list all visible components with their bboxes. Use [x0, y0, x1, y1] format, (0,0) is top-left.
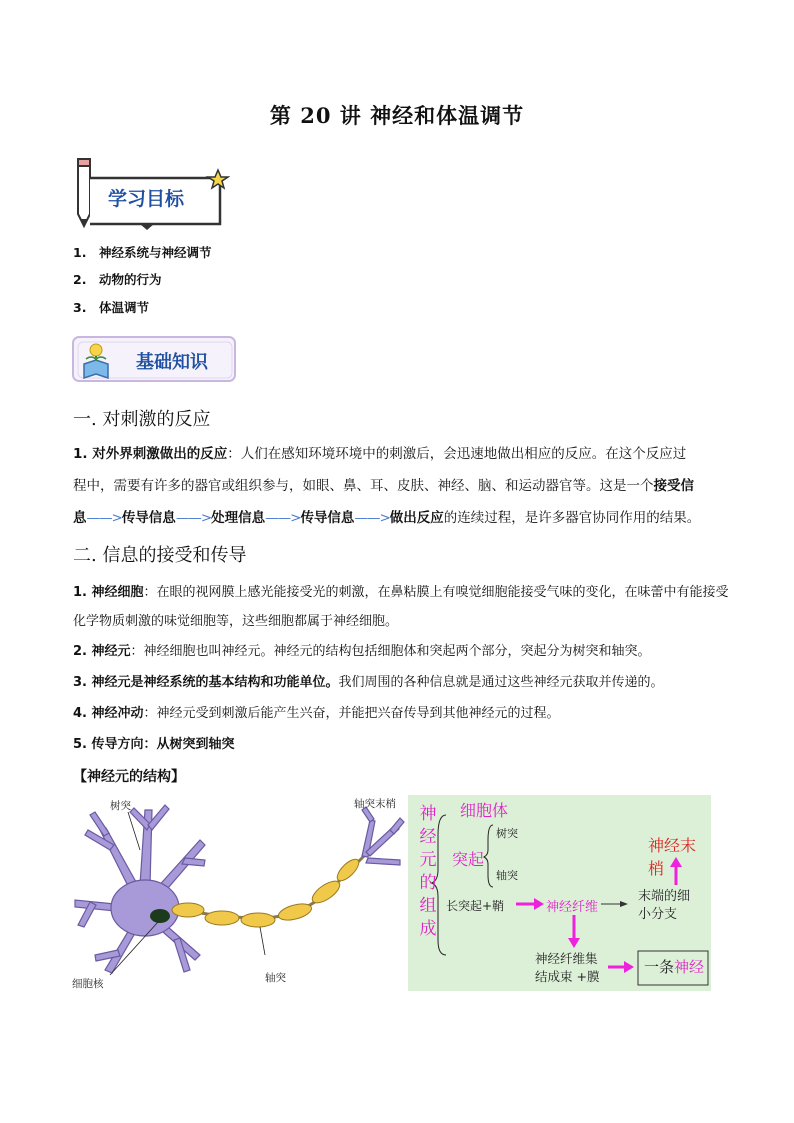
branch-node: 末端的细 小分支: [638, 889, 691, 922]
nerve-ending-node: 神经末梢: [648, 836, 697, 878]
nerve-node: 一条神经: [644, 958, 705, 976]
list-item: 4. 神经冲动：神经元受到刺激后能产生兴奋，并能把兴奋传导到其他神经元的过程。: [73, 706, 560, 721]
objectives-badge: [70, 156, 230, 218]
axon-node: 轴突: [496, 869, 518, 882]
list-item: 3. 神经元是神经系统的基本结构和功能单位。我们周围的各种信息就是通过这些神经元获取并传递的。: [73, 675, 664, 690]
objectives-badge-label: 学习目标: [108, 188, 185, 210]
structure-title: 【神经元的结构】: [73, 769, 185, 785]
objective-item: 2. 动物的行为: [73, 272, 162, 287]
axon-label: 轴突: [265, 972, 286, 984]
bundle-node: 神经纤维集 结成束 +膜: [535, 951, 600, 984]
list-item: 2. 神经元：神经细胞也叫神经元。神经元的结构包括细胞体和突起两个部分，突起分为树突和轴突。: [73, 644, 651, 659]
basics-badge: [70, 334, 242, 386]
list-item: 5. 传导方向：从树突到轴突: [73, 737, 235, 752]
nerve-fiber-node: 神经纤维: [546, 900, 599, 915]
diagram-vertical-title: 神 经 元 的 组 成: [419, 804, 437, 939]
process-label: 突起: [452, 850, 485, 869]
cell-body-label: 细胞体: [460, 801, 509, 820]
axon-terminal-label: 轴突末梢: [354, 798, 396, 810]
neuron-illustration: [70, 790, 410, 990]
long-process-node: 长突起+鞘: [446, 899, 505, 913]
neuron-composition-diagram: [408, 795, 711, 991]
section-heading: 二. 信息的接受和传导: [73, 545, 247, 566]
section1-paragraph: 1. 对外界刺激做出的反应：人们在感知环境环境中的刺激后，会迅速地做出相应的反应。在这个反应过 程中，需要有许多的器官或组织参与，如眼、鼻、耳、皮肤、神经、脑、和运动器官等。这是一个接受信 息——>传导信息——>处理信息——>传导信息——>做出反应的连续过程，是许多器官协同作用的结果。: [73, 446, 701, 526]
dendrite-label: 树突: [110, 800, 131, 812]
dendrite-node: 树突: [496, 827, 518, 840]
section-heading: 一. 对刺激的反应: [73, 409, 211, 430]
nucleus-label: 细胞核: [72, 978, 104, 990]
basics-badge-label: 基础知识: [136, 352, 208, 373]
list-item: 1. 神经细胞：在眼的视网膜上感光能接受光的刺激，在鼻粘膜上有嗅觉细胞能接受气味的变化，在味蕾中有能接受 化学物质刺激的味觉细胞等，这些细胞都属于神经细胞。: [73, 585, 729, 629]
neuron-image: [70, 790, 410, 990]
objective-item: 1. 神经系统与神经调节: [73, 245, 212, 260]
objective-item: 3. 体温调节: [73, 300, 150, 315]
page-title: 第 20 讲 神经和体温调节: [269, 103, 525, 128]
